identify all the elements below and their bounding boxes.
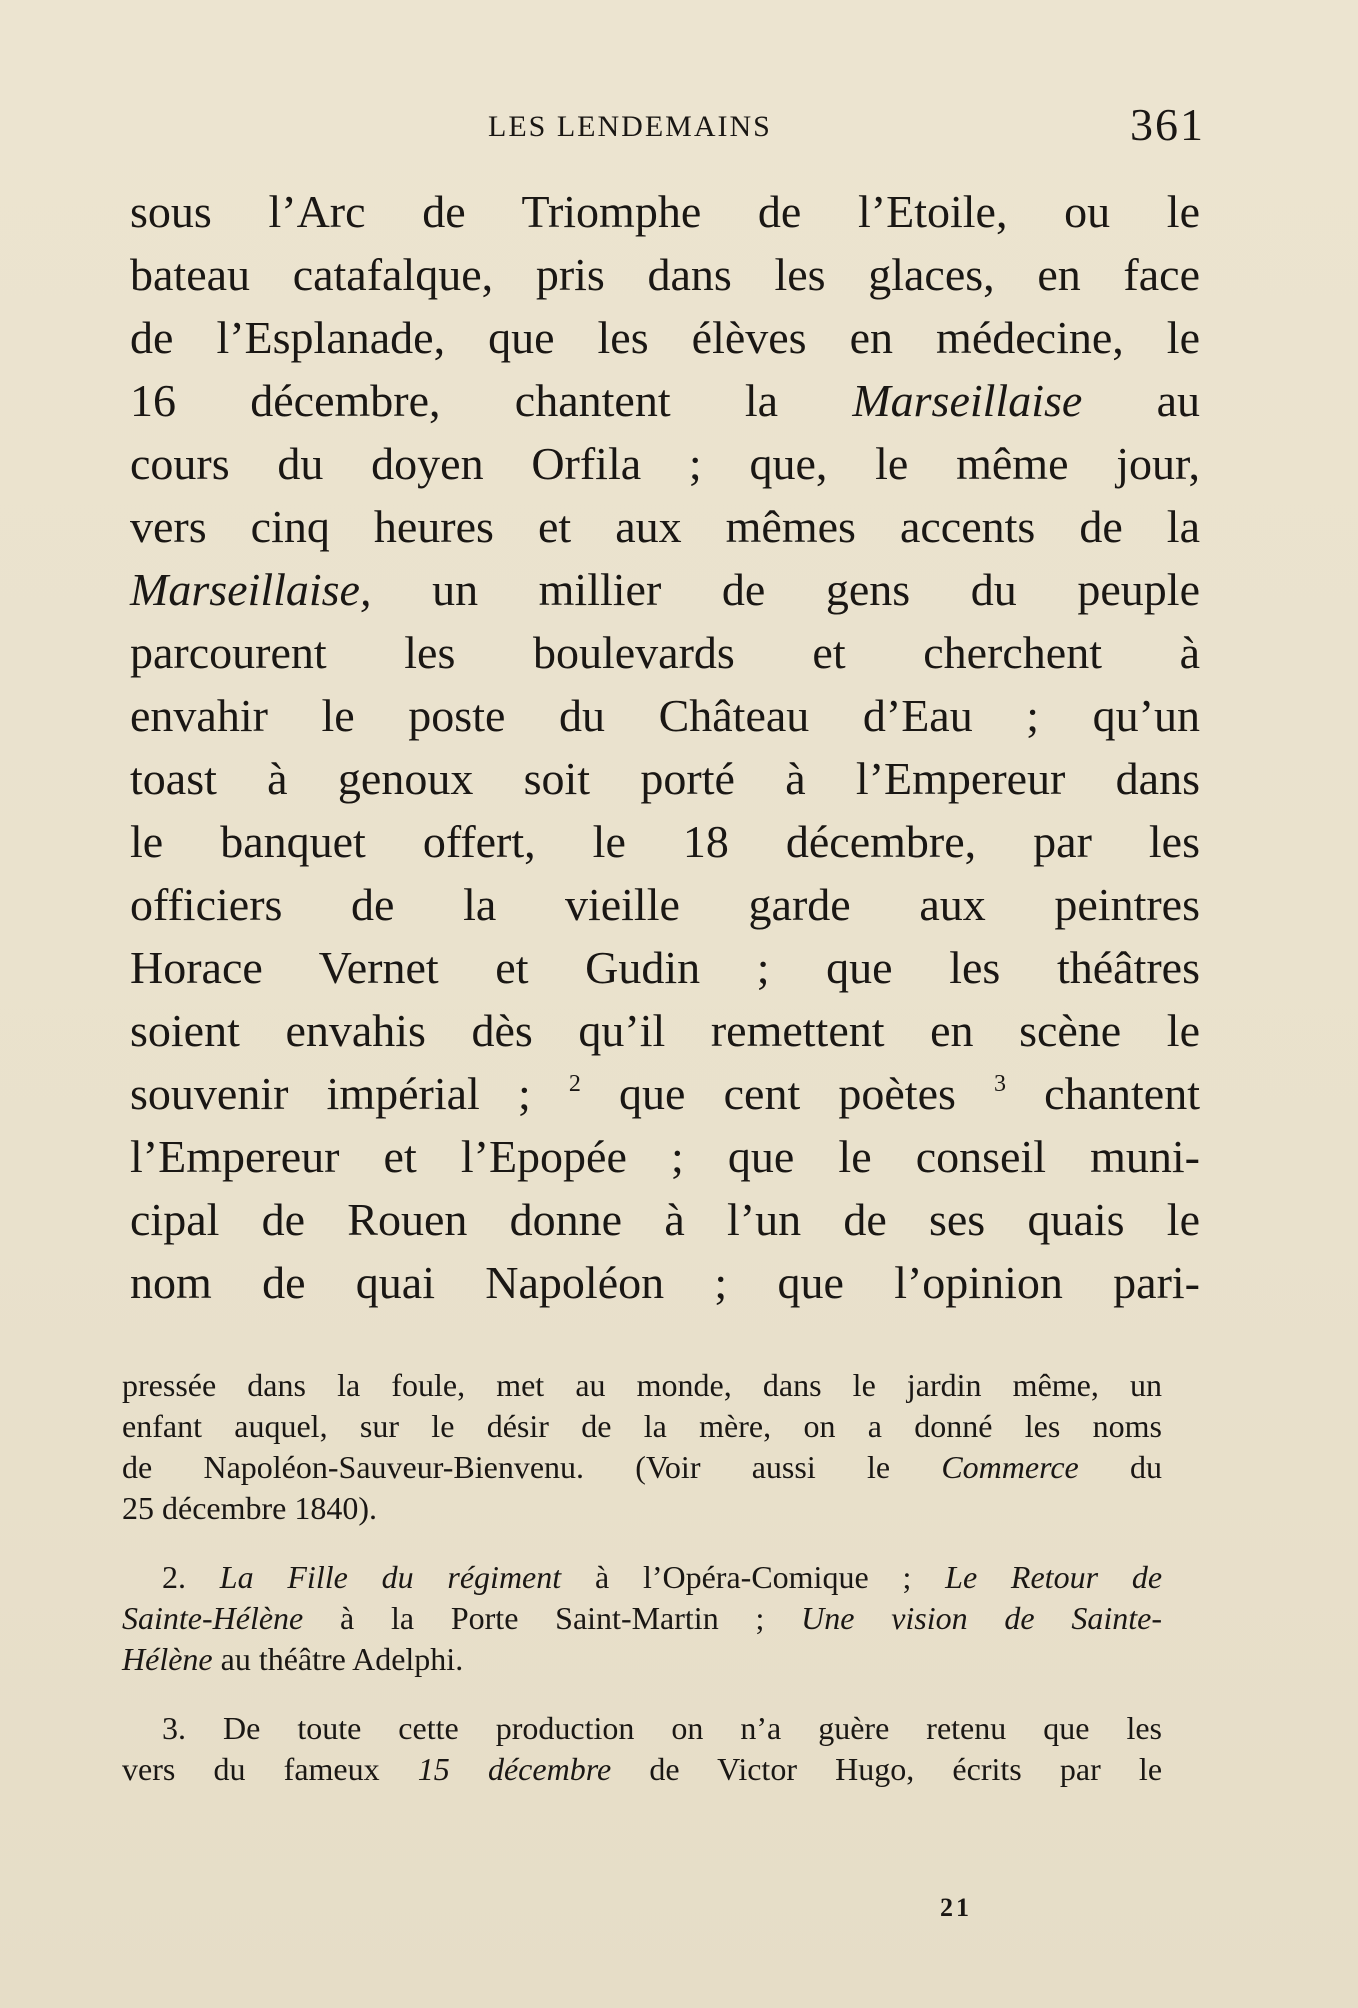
text-line: toast à genoux soit porté à l’Empereur dans — [130, 753, 1200, 804]
italic-title: Marseillaise, — [130, 564, 372, 615]
running-head: LES LENDEMAINS — [488, 110, 772, 143]
italic-title: Hélène — [122, 1641, 213, 1677]
text-segment: 2. — [162, 1559, 220, 1595]
text-segment: de Victor Hugo, écrits par le — [611, 1751, 1163, 1787]
text-segment: du — [1078, 1449, 1162, 1485]
italic-title: 15 décembre — [417, 1751, 612, 1787]
footnote-ref: 2 — [568, 1071, 581, 1097]
main-text — [130, 180, 1200, 1314]
text-line: Horace Vernet et Gudin ; que les théâtres — [130, 942, 1200, 993]
text-line: sous l’Arc de Triomphe de l’Etoile, ou le — [130, 186, 1200, 237]
text-segment: un millier de gens du peuple — [371, 564, 1200, 615]
text-segment: au théâtre Adelphi. — [212, 1641, 464, 1677]
text-segment: 16 décembre, chantent la — [130, 375, 853, 426]
footnote-continued — [122, 1365, 1162, 1529]
footnote-line: 25 décembre 1840). — [122, 1490, 378, 1526]
footnote-line: 3. De toute cette production on n’a guère retenu que les — [162, 1710, 1162, 1746]
text-line: cours du doyen Orfila ; que, le même jour, — [130, 438, 1200, 489]
text-segment: de Napoléon-Sauveur-Bienvenu. (Voir aussi le — [122, 1449, 942, 1485]
italic-title: La Fille du régiment — [219, 1559, 562, 1595]
text-segment: au — [1082, 375, 1200, 426]
text-line: envahir le poste du Château d’Eau ; qu’un — [130, 690, 1200, 741]
text-line: nom de quai Napoléon ; que l’opinion pari- — [130, 1257, 1200, 1308]
text-segment: chantent — [1006, 1068, 1200, 1119]
text-line: cipal de Rouen donne à l’un de ses quais le — [130, 1194, 1200, 1245]
text-line — [130, 1062, 1200, 1125]
text-segment: à la Porte Saint-Martin ; — [303, 1600, 802, 1636]
italic-title: Marseillaise — [852, 375, 1083, 426]
text-segment: à l’Opéra-Comique ; — [561, 1559, 946, 1595]
italic-title: Le Retour de — [945, 1559, 1163, 1595]
text-line — [130, 558, 1200, 621]
footnote-line — [122, 1749, 1162, 1790]
footnote-3 — [122, 1708, 1162, 1790]
text-line: le banquet offert, le 18 décembre, par les — [130, 816, 1200, 867]
text-segment: que cent poètes — [580, 1068, 995, 1119]
italic-title: Une vision de Sainte- — [801, 1600, 1162, 1636]
text-line: vers cinq heures et aux mêmes accents de la — [130, 501, 1200, 552]
footnote-2 — [122, 1557, 1162, 1680]
text-line: officiers de la vieille garde aux peintres — [130, 879, 1200, 930]
footnote-line: enfant auquel, sur le désir de la mère, on a donné les noms — [122, 1408, 1162, 1444]
footnote-line — [122, 1639, 1162, 1680]
text-line: soient envahis dès qu’il remettent en scène le — [130, 1005, 1200, 1056]
footnote-line — [122, 1447, 1162, 1488]
text-segment: vers du fameux — [122, 1751, 418, 1787]
footnote-ref: 3 — [994, 1071, 1007, 1097]
footnote-line — [122, 1557, 1162, 1598]
text-line: l’Empereur et l’Epopée ; que le conseil muni- — [130, 1131, 1200, 1182]
footnote-line: pressée dans la foule, met au monde, dans le jardin même, un — [122, 1367, 1162, 1403]
text-line: bateau catafalque, pris dans les glaces, en face — [130, 249, 1200, 300]
page-number: 361 — [1130, 99, 1205, 150]
italic-title: Commerce — [941, 1449, 1079, 1485]
text-line: parcourent les boulevards et cherchent à — [130, 627, 1200, 678]
footnote-line — [122, 1598, 1162, 1639]
italic-title: Sainte-Hélène — [122, 1600, 304, 1636]
text-line — [130, 369, 1200, 432]
page-header — [125, 98, 1205, 158]
text-line: de l’Esplanade, que les élèves en médecine, le — [130, 312, 1200, 363]
text-segment: souvenir impérial ; — [130, 1068, 569, 1119]
signature-mark: 21 — [940, 1893, 972, 1922]
footnotes — [122, 1365, 1162, 1818]
